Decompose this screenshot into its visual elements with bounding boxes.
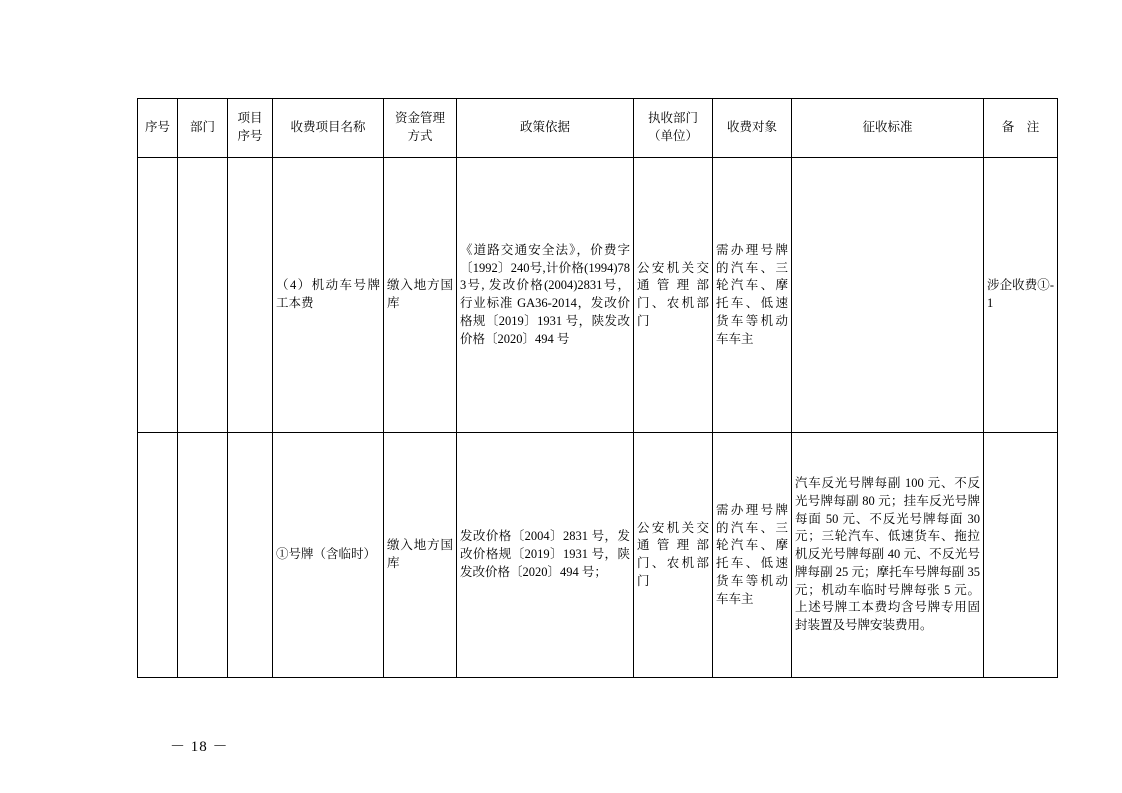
table-row: [138, 433, 1058, 678]
cell-seq: [138, 433, 178, 678]
cell-standard: 汽车反光号牌每副 100 元、不反光号牌每副 80 元；挂车反光号牌每面 50 元、不反光号牌每面 30 元；三轮汽车、低速货车、拖拉机反光号牌每副 40 元、不反光号牌每副 25 元；摩托车号牌每副 35 元；机动车临时号牌每张 5 元。上述号牌工本费均含号牌专用固封装置及号牌安装费用。: [792, 433, 984, 678]
cell-policy-basis: 发改价格〔2004〕2831 号，发改价格规〔2019〕1931 号，陕发改价格〔2020〕494 号；: [457, 433, 634, 678]
table-row: [138, 158, 1058, 433]
table-body: [138, 158, 1058, 678]
column-header-policy-basis: 政策依据: [457, 99, 634, 158]
column-header-payer: 收费对象: [713, 99, 792, 158]
cell-seq: [138, 158, 178, 433]
cell-payer: 需办理号牌的汽车、三轮汽车、摩托车、低速货车等机动车车主: [713, 433, 792, 678]
cell-payer: 需办理号牌的汽车、三轮汽车、摩托车、低速货车等机动车车主: [713, 158, 792, 433]
cell-fund-management: 缴入地方国库: [384, 158, 457, 433]
cell-item-seq: [228, 433, 273, 678]
table-header-row: [138, 99, 1058, 158]
column-header-fund-management: 资金管理 方式: [384, 99, 457, 158]
cell-policy-basis: 《道路交通安全法》，价费字〔1992〕240号,计价格(1994)783号, 发改价格(2004)2831号，行业标准 GA36-2014，发改价格规〔2019〕1931 号，陕发改价格〔2020〕494 号: [457, 158, 634, 433]
cell-fee-item-name: （4）机动车号牌工本费: [273, 158, 384, 433]
cell-remark: 涉企收费①-1: [984, 158, 1058, 433]
cell-remark: [984, 433, 1058, 678]
page-number: － 18 －: [170, 739, 229, 755]
cell-collecting-org: 公安机关交通 管 理 部门、农机部门: [634, 158, 713, 433]
fee-schedule-table: [137, 98, 1058, 678]
column-header-collecting-org: 执收部门 （单位）: [634, 99, 713, 158]
cell-item-seq: [228, 158, 273, 433]
column-header-department: 部门: [178, 99, 228, 158]
cell-department: [178, 158, 228, 433]
column-header-fee-item-name: 收费项目名称: [273, 99, 384, 158]
cell-fund-management: 缴入地方国库: [384, 433, 457, 678]
column-header-remark: 备 注: [984, 99, 1058, 158]
column-header-seq: 序号: [138, 99, 178, 158]
cell-collecting-org: 公安机关交通 管 理 部门、农机部门: [634, 433, 713, 678]
cell-fee-item-name: ①号牌（含临时）: [273, 433, 384, 678]
cell-standard: [792, 158, 984, 433]
column-header-item-seq: 项目 序号: [228, 99, 273, 158]
table-header: [138, 99, 1058, 158]
cell-department: [178, 433, 228, 678]
column-header-standard: 征收标准: [792, 99, 984, 158]
